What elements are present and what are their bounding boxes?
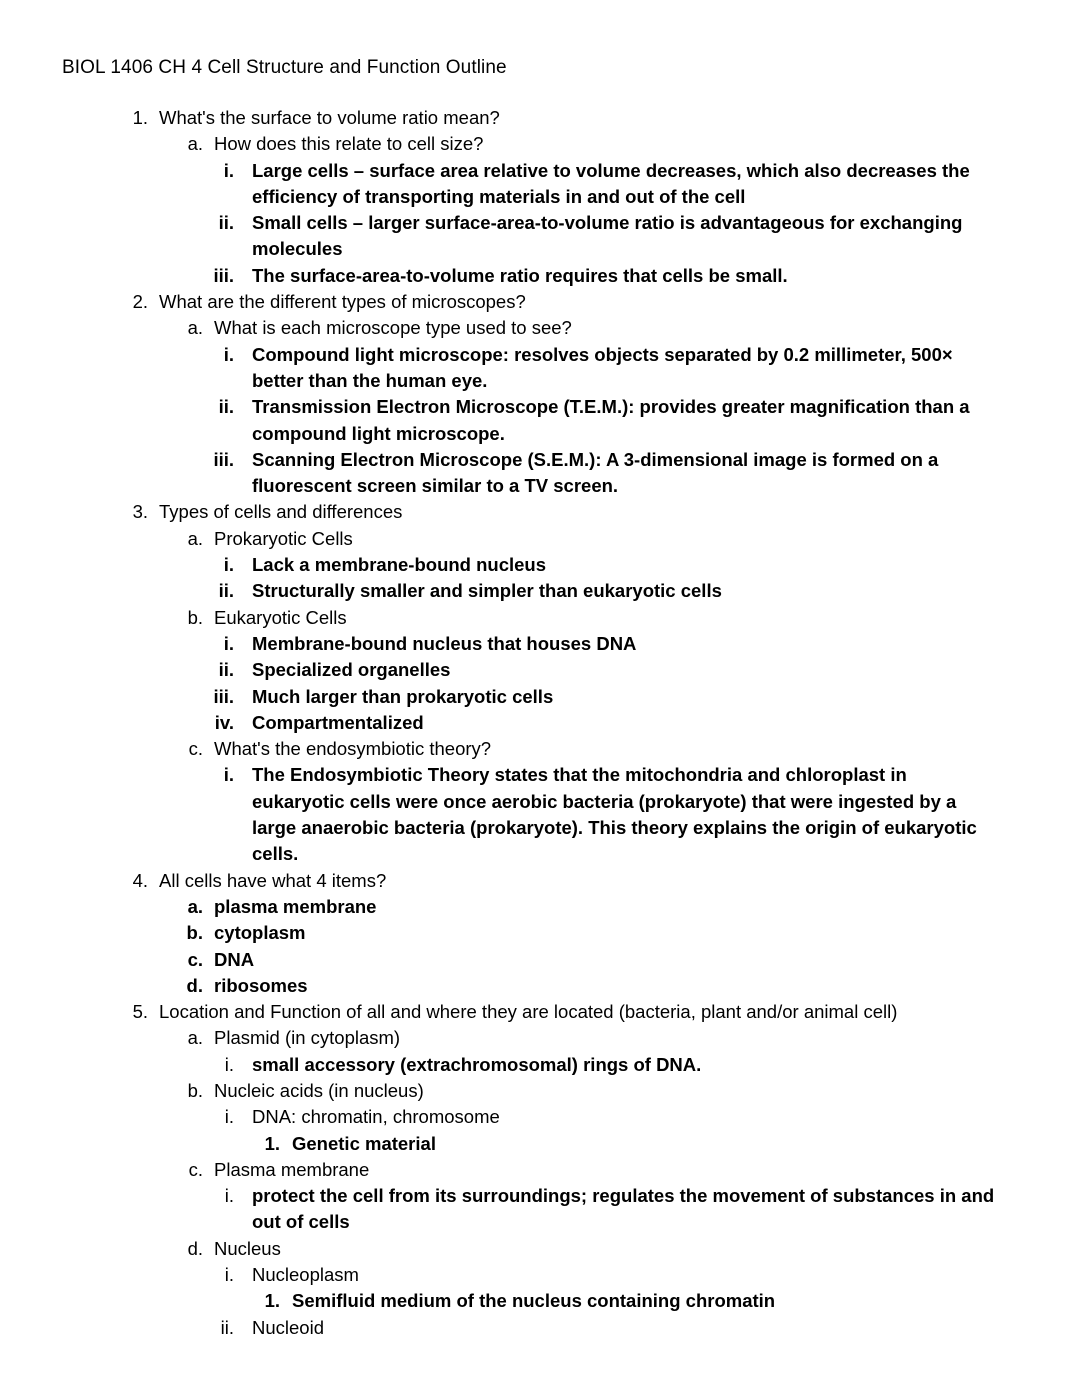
outline-item-text: small accessory (extrachromosomal) rings of DNA. [252,1053,702,1075]
outline-item [62,526,1012,552]
outline-item-text: Large cells – surface area relative to volume decreases, which also decreases the efficiency of transporting materials in and out of the cell [252,159,970,207]
outline-item [62,552,1012,578]
outline-item [62,684,1012,710]
outline-item-marker: c. [187,948,203,970]
outline-item-marker: iii. [213,448,234,470]
outline-item-marker: i. [224,1264,234,1286]
outline-item-marker: iv. [214,711,234,733]
outline-item-text: protect the cell from its surroundings; regulates the movement of substances in and out of cells [252,1185,995,1233]
outline-item-marker: ii. [218,659,234,681]
outline-item [62,868,1012,894]
outline-item-marker: i. [224,1106,234,1128]
outline-item-text: Semifluid medium of the nucleus containing chromatin [292,1290,776,1312]
outline-item-text: ribosomes [214,974,308,996]
outline-item [62,394,1012,447]
outline-item [62,1183,1012,1236]
outline-item-text: Genetic material [292,1132,436,1154]
outline-item-marker: iii. [213,264,234,286]
outline-item [62,1236,1012,1262]
outline-item-text: Nucleoplasm [252,1264,359,1286]
outline-item [62,762,1012,867]
outline-item-marker: a. [187,133,203,155]
outline-item [62,1078,1012,1104]
outline-item-marker: ii. [218,212,234,234]
outline-item-text: Small cells – larger surface-area-to-volume ratio is advantageous for exchanging molecules [252,212,963,260]
outline-item [62,973,1012,999]
outline-item-marker: ii. [220,1316,234,1338]
outline-item-text: All cells have what 4 items? [159,869,387,891]
outline-item [62,447,1012,500]
outline-item-text: Scanning Electron Microscope (S.E.M.): A 3-dimensional image is formed on a fluorescent screen similar to a TV screen. [252,448,939,497]
outline-item-marker: 2. [132,291,148,313]
outline-item-marker: b. [187,606,203,628]
outline-item-text: What's the endosymbiotic theory? [214,738,492,760]
outline-item-marker: 1. [132,107,148,128]
outline-item-text: Prokaryotic Cells [214,527,353,549]
outline-item-marker: 5. [132,1001,148,1023]
outline-item [62,1025,1012,1051]
outline-item-marker: b. [186,922,203,944]
outline-item [62,710,1012,736]
outline-item-marker: i. [223,159,234,181]
outline-item-text: What is each microscope type used to see? [214,317,572,339]
outline-item-marker: i. [223,554,234,576]
outline-item [62,736,1012,762]
outline-item-text: The surface-area-to-volume ratio requires that cells be small. [252,264,788,286]
outline-item-text: Eukaryotic Cells [214,606,347,628]
outline-item-text: The Endosymbiotic Theory states that the mitochondria and chloroplast in eukaryotic cells were once aerobic bacteria (prokaryote) that were ingested by a large anaerobic bacteria (prokaryote). This theory explains the origin of eukaryotic cells. [252,764,977,865]
outline-item [62,210,1012,263]
outline-item-text: Nucleoid [252,1316,324,1338]
outline-item-text: Membrane-bound nucleus that houses DNA [252,632,637,654]
outline-item-marker: i. [224,1053,234,1075]
outline-item-marker: a. [187,527,203,549]
outline-item-marker: i. [224,1185,234,1207]
page-title: BIOL 1406 CH 4 Cell Structure and Function Outline [62,57,507,78]
outline-item-marker: ii. [218,396,234,418]
outline-item-marker: 4. [132,869,148,891]
outline-item [62,1288,1012,1314]
outline-item-text: Specialized organelles [252,659,451,681]
outline-item-marker: ii. [218,580,234,602]
outline-item-text: plasma membrane [214,895,377,917]
outline-item-marker: iii. [213,685,234,707]
outline-item-marker: 1. [264,1290,280,1312]
outline-item [62,1262,1012,1288]
outline-item [62,894,1012,920]
outline-item-text: How does this relate to cell size? [214,133,484,155]
outline-item [62,1315,1012,1341]
outline-item-text: Nucleic acids (in nucleus) [214,1079,424,1101]
outline-item-text: Plasmid (in cytoplasm) [214,1027,401,1049]
outline-item-marker: c. [188,1158,203,1180]
outline-item [62,315,1012,341]
outline-item-text: Transmission Electron Microscope (T.E.M.): provides greater magnification than a compound light microscope. [252,396,970,444]
outline-item-marker: i. [223,764,234,786]
outline-item-marker: a. [187,895,203,917]
outline-item-marker: a. [187,317,203,339]
outline-item-text: Types of cells and differences [159,501,403,523]
outline-item-marker: b. [187,1079,203,1101]
outline-item-marker: i. [223,632,234,654]
outline-item-text: What are the different types of microscopes? [159,291,526,313]
outline-item-marker: 3. [132,501,148,523]
outline-item-marker: a. [187,1027,203,1049]
outline-item [62,999,1012,1025]
outline-item [62,657,1012,683]
outline-item [62,947,1012,973]
outline-item [62,342,1012,395]
outline-item-text: Compound light microscope: resolves objects separated by 0.2 millimeter, 500× better than the human eye. [252,343,953,391]
outline-item [62,499,1012,525]
outline-item [62,1052,1012,1078]
outline-item-text: DNA [214,948,255,970]
outline-item-text: Plasma membrane [214,1158,370,1180]
outline-item-text: Much larger than prokaryotic cells [252,685,554,707]
outline-item [62,631,1012,657]
outline-item-marker: d. [187,1237,203,1259]
outline-item [62,1131,1012,1157]
outline-item-text: cytoplasm [214,922,306,944]
outline-item [62,605,1012,631]
outline-item [62,578,1012,604]
outline-item-text: Nucleus [214,1237,281,1259]
outline-item-text: Compartmentalized [252,711,424,733]
outline-item [62,1157,1012,1183]
outline-item-marker: i. [223,343,234,365]
outline-item-text: DNA: chromatin, chromosome [252,1106,500,1128]
outline-item [62,131,1012,157]
outline-item [62,289,1012,315]
outline-item-marker: c. [188,738,203,760]
outline-item [62,1104,1012,1130]
outline-item [62,263,1012,289]
outline-item-text: What's the surface to volume ratio mean? [159,107,500,128]
outline-item-text: Structurally smaller and simpler than eukaryotic cells [252,580,722,602]
outline-item-marker: d. [186,974,203,996]
outline-item-text: Lack a membrane-bound nucleus [252,554,547,576]
outline-item [62,105,1012,131]
outline-item [62,920,1012,946]
outline-item [62,158,1012,211]
outline-item-marker: 1. [264,1132,280,1154]
outline-item-text: Location and Function of all and where they are located (bacteria, plant and/or animal cell) [159,1001,898,1023]
outline-list [62,105,1012,1341]
